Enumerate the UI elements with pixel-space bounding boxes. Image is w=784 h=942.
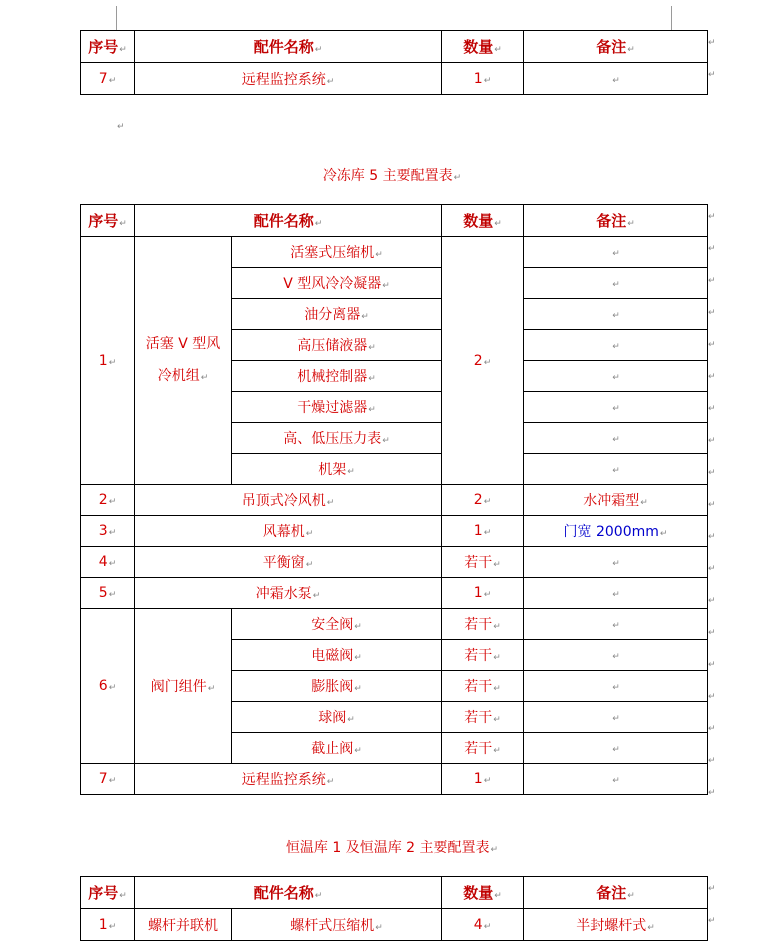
table-row [81, 609, 708, 640]
part-cell: 机械控制器 ↵ [232, 361, 442, 392]
table-row [81, 909, 708, 941]
crop-mark-right [671, 6, 672, 30]
cell-qty: 若干 ↵ [442, 547, 524, 578]
row-end-mark: ↵ [708, 884, 716, 894]
row-end-mark: ↵ [708, 70, 716, 80]
header-no: 序号 ↵ [81, 877, 135, 909]
group6-name: 阀门组件 ↵ [135, 609, 232, 764]
cell-no: 1 ↵ [81, 909, 135, 941]
table-row [81, 485, 708, 516]
part-cell: V 型风冷冷凝器 ↵ [232, 268, 442, 299]
note-cell [524, 423, 708, 454]
cell-note [524, 764, 708, 795]
group1-name: 活塞 V 型风冷机组 ↵ [135, 237, 232, 485]
cell-note [524, 63, 708, 95]
part-qty: 若干 ↵ [442, 671, 524, 702]
header-no: 序号 ↵ [81, 205, 135, 237]
header-name: 配件名称 ↵ [135, 31, 442, 63]
cell-name: 吊顶式冷风机 ↵ [135, 485, 442, 516]
cell-part: 螺杆式压缩机 ↵ [232, 909, 442, 941]
cell-group: 螺杆并联机 [135, 909, 232, 941]
part-cell: 高、低压压力表 ↵ [232, 423, 442, 454]
header-qty: 数量 ↵ [442, 205, 524, 237]
note-cell [524, 733, 708, 764]
part-cell: 电磁阀 ↵ [232, 640, 442, 671]
note-cell [524, 454, 708, 485]
part-cell: 球阀 ↵ [232, 702, 442, 733]
header-qty: 数量 ↵ [442, 877, 524, 909]
cell-qty: 1 ↵ [442, 764, 524, 795]
table-header-row [81, 205, 708, 237]
group1-qty: 2 ↵ [442, 237, 524, 485]
row-end-mark: ↵ [708, 916, 716, 926]
top-fragment-table [80, 30, 708, 95]
note-cell [524, 640, 708, 671]
cell-no: 7 ↵ [81, 764, 135, 795]
cell-note: 水冲霜型 ↵ [524, 485, 708, 516]
part-cell: 高压储液器 ↵ [232, 330, 442, 361]
part-qty: 若干 ↵ [442, 733, 524, 764]
note-cell [524, 330, 708, 361]
part-cell: 活塞式压缩机 ↵ [232, 237, 442, 268]
table-header-row [81, 31, 708, 63]
part-cell: 油分离器 ↵ [232, 299, 442, 330]
part-qty: 若干 ↵ [442, 702, 524, 733]
cell-name: 风幕机 ↵ [135, 516, 442, 547]
table-row [81, 547, 708, 578]
note-cell [524, 392, 708, 423]
part-cell: 机架 ↵ [232, 454, 442, 485]
header-note: 备注 ↵ [524, 31, 708, 63]
table-row [81, 237, 708, 268]
table-row [81, 516, 708, 547]
header-no: 序号 ↵ [81, 31, 135, 63]
crop-mark-left [116, 6, 117, 30]
header-name: 配件名称 ↵ [135, 877, 442, 909]
table-row [81, 764, 708, 795]
header-qty: 数量 ↵ [442, 31, 524, 63]
cell-name: 远程监控系统 ↵ [135, 764, 442, 795]
cell-qty: 2 ↵ [442, 485, 524, 516]
group6-no: 6 ↵ [81, 609, 135, 764]
note-cell [524, 299, 708, 330]
header-note: 备注 ↵ [524, 877, 708, 909]
cell-name: 远程监控系统 ↵ [135, 63, 442, 95]
note-cell [524, 268, 708, 299]
header-note: 备注 ↵ [524, 205, 708, 237]
part-qty: 若干 ↵ [442, 609, 524, 640]
cell-qty: 4 ↵ [442, 909, 524, 941]
table5 [80, 204, 708, 795]
cell-note [524, 547, 708, 578]
empty-paragraph-mark: ↵ [117, 122, 125, 132]
cell-no: 2 ↵ [81, 485, 135, 516]
note-cell [524, 702, 708, 733]
cell-qty: 1 ↵ [442, 63, 524, 95]
group1-no: 1 ↵ [81, 237, 135, 485]
cell-qty: 1 ↵ [442, 578, 524, 609]
note-cell [524, 361, 708, 392]
cell-no: 4 ↵ [81, 547, 135, 578]
note-cell [524, 671, 708, 702]
table-row [81, 63, 708, 95]
cell-no: 3 ↵ [81, 516, 135, 547]
part-qty: 若干 ↵ [442, 640, 524, 671]
cell-name: 冲霜水泵 ↵ [135, 578, 442, 609]
cell-note: 门宽 2000mm ↵ [524, 516, 708, 547]
cell-no: 5 ↵ [81, 578, 135, 609]
row-end-mark: ↵ [708, 38, 716, 48]
part-cell: 干燥过滤器 ↵ [232, 392, 442, 423]
part-cell: 截止阀 ↵ [232, 733, 442, 764]
part-cell: 膨胀阀 ↵ [232, 671, 442, 702]
header-name: 配件名称 ↵ [135, 205, 442, 237]
part-cell: 安全阀 ↵ [232, 609, 442, 640]
table-row [81, 578, 708, 609]
cell-qty: 1 ↵ [442, 516, 524, 547]
table-constant-title: 恒温库 1 及恒温库 2 主要配置表 ↵ [0, 837, 784, 857]
cell-note: 半封螺杆式 ↵ [524, 909, 708, 941]
cell-note [524, 578, 708, 609]
note-cell [524, 237, 708, 268]
note-cell [524, 609, 708, 640]
table-constant [80, 876, 708, 941]
cell-name: 平衡窗 ↵ [135, 547, 442, 578]
table-header-row [81, 877, 708, 909]
table5-title: 冷冻库 5 主要配置表 ↵ [0, 165, 784, 185]
cell-no: 7 ↵ [81, 63, 135, 95]
